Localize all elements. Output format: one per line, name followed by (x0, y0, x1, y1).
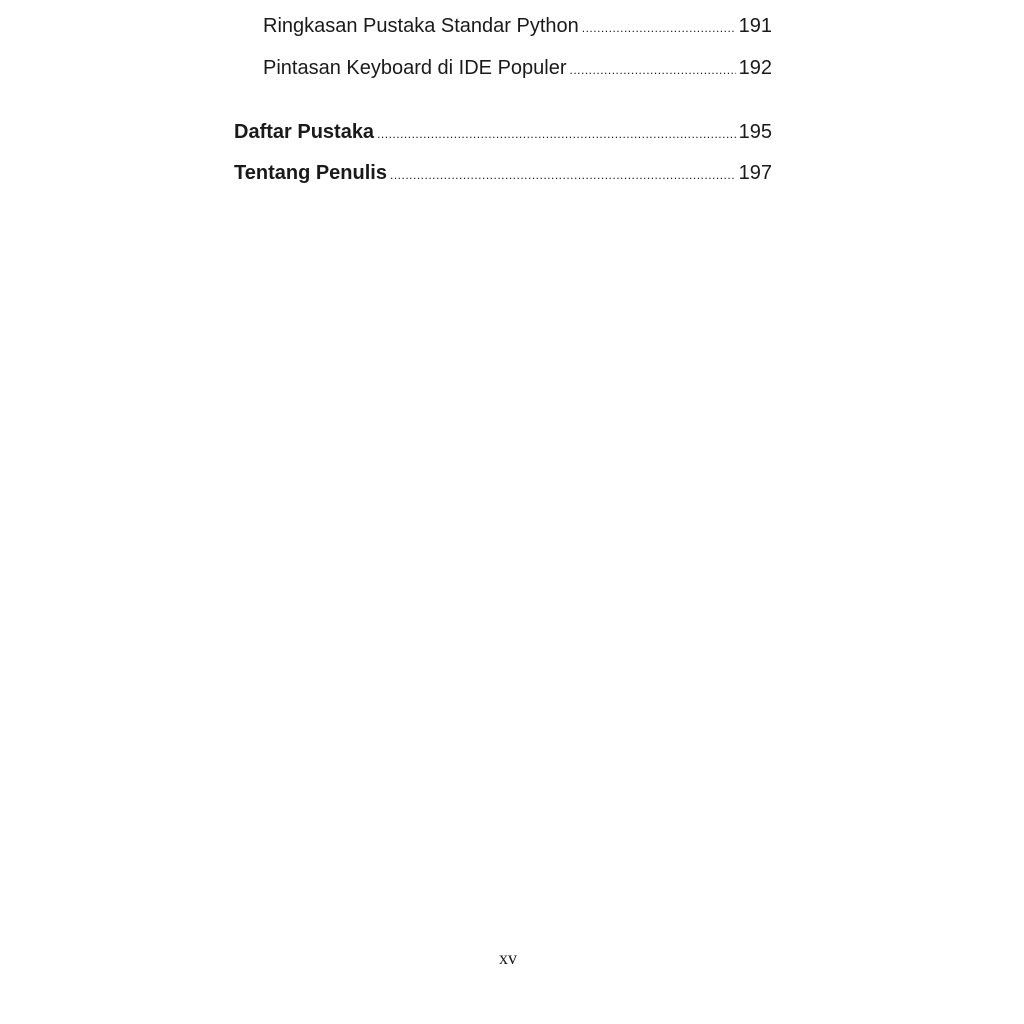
toc-entry-daftar-pustaka[interactable] (234, 120, 772, 146)
toc-entry-tentang-penulis[interactable] (234, 161, 772, 187)
toc-entry-label: Tentang Penulis (234, 162, 387, 184)
page-number: xv (499, 948, 517, 968)
toc-entry-label: Daftar Pustaka (234, 121, 375, 143)
toc-entry-pintasan-keyboard[interactable] (234, 56, 772, 82)
toc-entry-page-number: 191 (738, 15, 772, 37)
toc-entry-page-number: 195 (738, 121, 772, 143)
toc-dot-leader (570, 58, 736, 82)
toc-entry-page-number: 197 (738, 162, 772, 184)
toc-entry-page-number: 192 (738, 57, 772, 79)
toc-dot-leader (377, 122, 736, 146)
toc-entry-label: Ringkasan Pustaka Standar Python (263, 15, 579, 37)
toc-entry-label: Pintasan Keyboard di IDE Populer (263, 57, 567, 79)
toc-dot-leader (582, 16, 736, 40)
toc-entry-ringkasan-pustaka-standar-python[interactable] (234, 14, 772, 40)
toc-dot-leader (390, 163, 736, 187)
